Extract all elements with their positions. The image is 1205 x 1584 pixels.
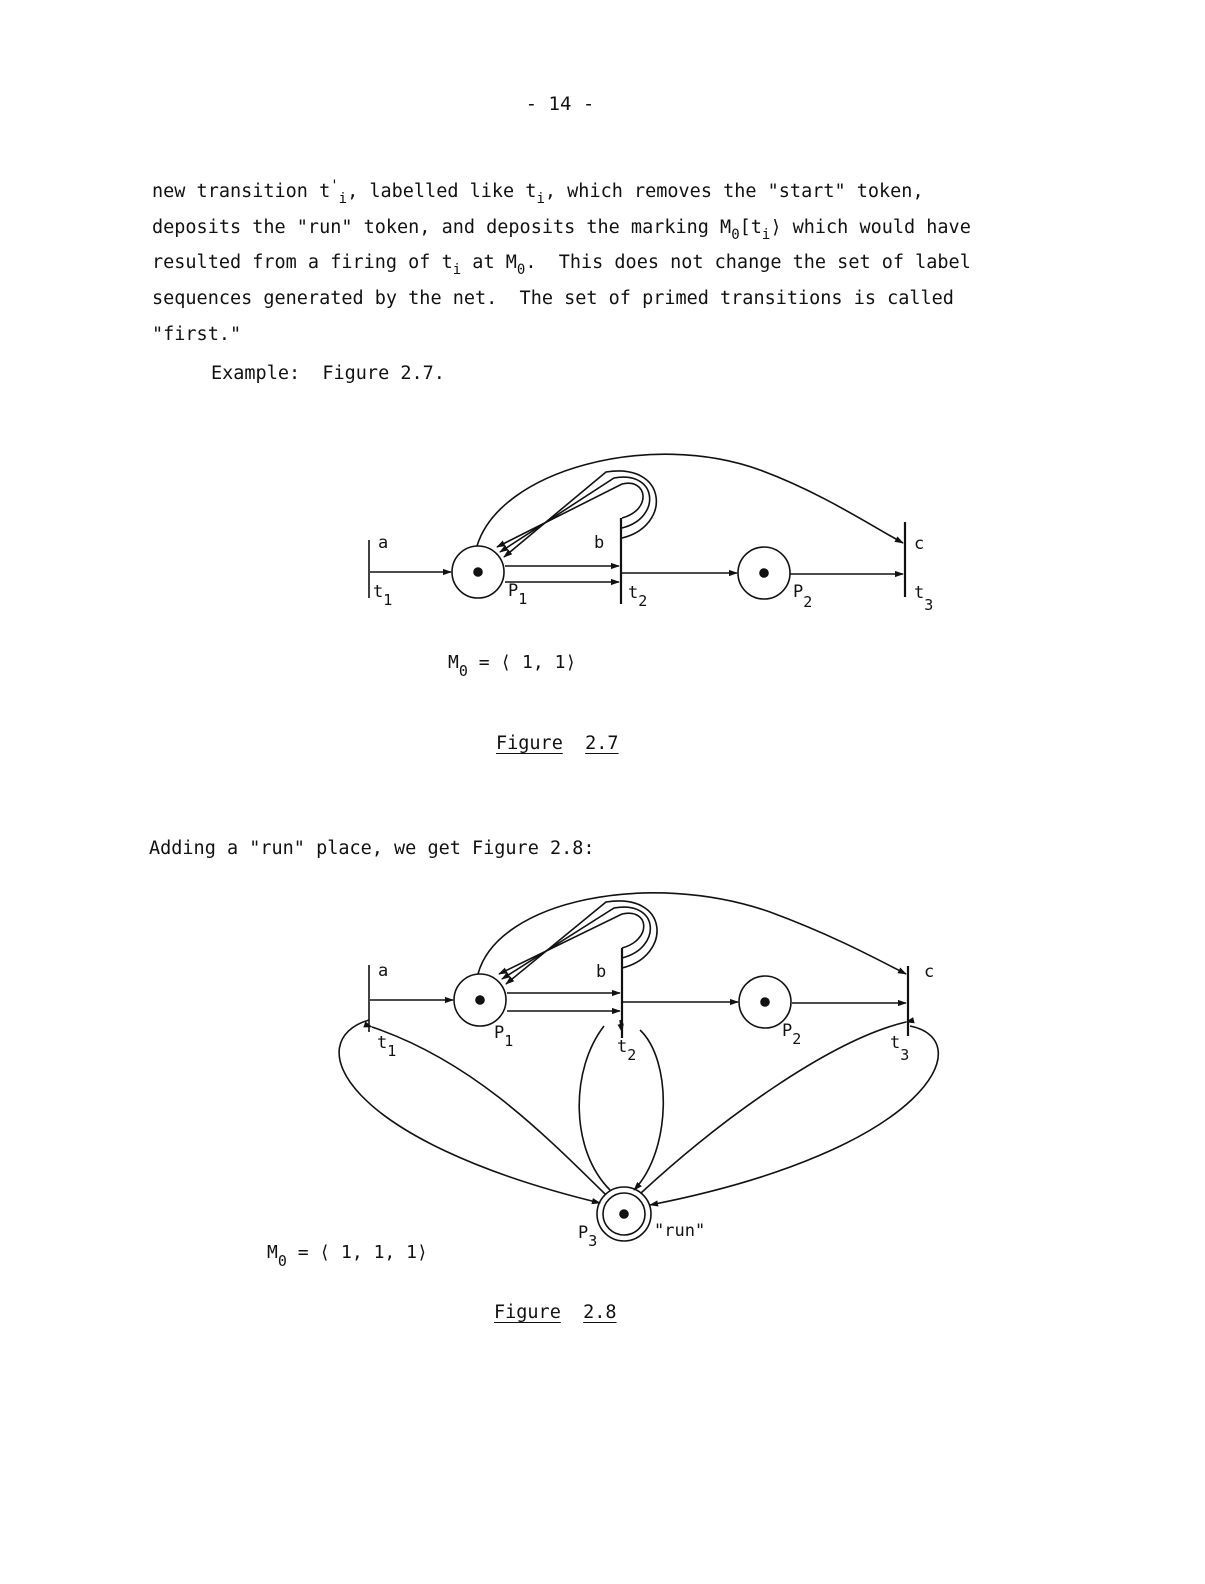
label-p2-fig27: P2 <box>793 582 813 611</box>
figure-2-7-diagram <box>369 454 905 604</box>
label-p2-fig28: P2 <box>782 1021 802 1048</box>
line-4: sequences generated by the net. The set of primed transitions is called <box>152 287 954 309</box>
figure-2-8-diagram <box>339 893 938 1241</box>
arc-p1-t3-fig28 <box>478 893 906 974</box>
example-line: Example: Figure 2.7. <box>211 363 445 384</box>
label-t2-fig28: t2 <box>617 1037 637 1064</box>
token-p1 <box>474 568 482 576</box>
arc-run-t3 <box>641 1022 906 1193</box>
line-3: resulted from a firing of $t_i$ at $M_0$. This does not change the set of label <box>152 252 971 279</box>
label-a-fig27: a <box>378 533 389 553</box>
line-5: "first." <box>152 323 242 345</box>
page-number: - 14 - <box>525 93 595 115</box>
label-p1-fig27: P1 <box>508 581 528 608</box>
label-c-fig28: c <box>924 962 935 982</box>
figure-2-7-caption: Figure 2.7 <box>496 733 619 754</box>
token-p2 <box>760 569 768 577</box>
label-b-fig27: b <box>594 533 605 553</box>
arc-run-t2-left <box>579 1026 610 1190</box>
label-c-fig27: c <box>914 534 925 554</box>
label-t1-fig27: t1 <box>373 582 393 609</box>
marking-fig27: $M_0$ = ⟨ 1, 1⟩ <box>448 652 577 680</box>
figure-2-8-caption: Figure 2.8 <box>494 1302 617 1323</box>
token-p3 <box>620 1210 628 1218</box>
label-p1-fig28: P1 <box>494 1023 514 1050</box>
label-b-fig28: b <box>596 962 607 982</box>
label-t3-fig28: t3 <box>890 1033 910 1064</box>
label-p3-fig28: P3 <box>578 1223 598 1250</box>
line-1: new transition $t'_i$, labelled like $t_i$, which removes the "start" token, <box>152 178 924 208</box>
token-p2-fig28 <box>761 998 769 1006</box>
label-a-fig28: a <box>378 961 389 981</box>
label-t1-fig28: t1 <box>377 1033 397 1060</box>
marking-fig28: $M_0$ = ⟨ 1, 1, 1⟩ <box>267 1242 428 1270</box>
label-t3-fig27: t3 <box>914 583 934 614</box>
adding-run-line: Adding a "run" place, we get Figure 2.8: <box>149 838 595 859</box>
token-p1-fig28 <box>476 996 484 1004</box>
arc-p1-t3 <box>477 454 903 546</box>
figure-2-7-labels <box>373 533 933 680</box>
label-t2-fig27: t2 <box>628 583 648 610</box>
line-2: deposits the "run" token, and deposits the marking $M_0[t_i⟩$ which would have <box>152 216 971 243</box>
arc-t2-run <box>634 1030 663 1190</box>
label-run: "run" <box>654 1221 706 1241</box>
figure-2-8-labels <box>267 961 934 1270</box>
